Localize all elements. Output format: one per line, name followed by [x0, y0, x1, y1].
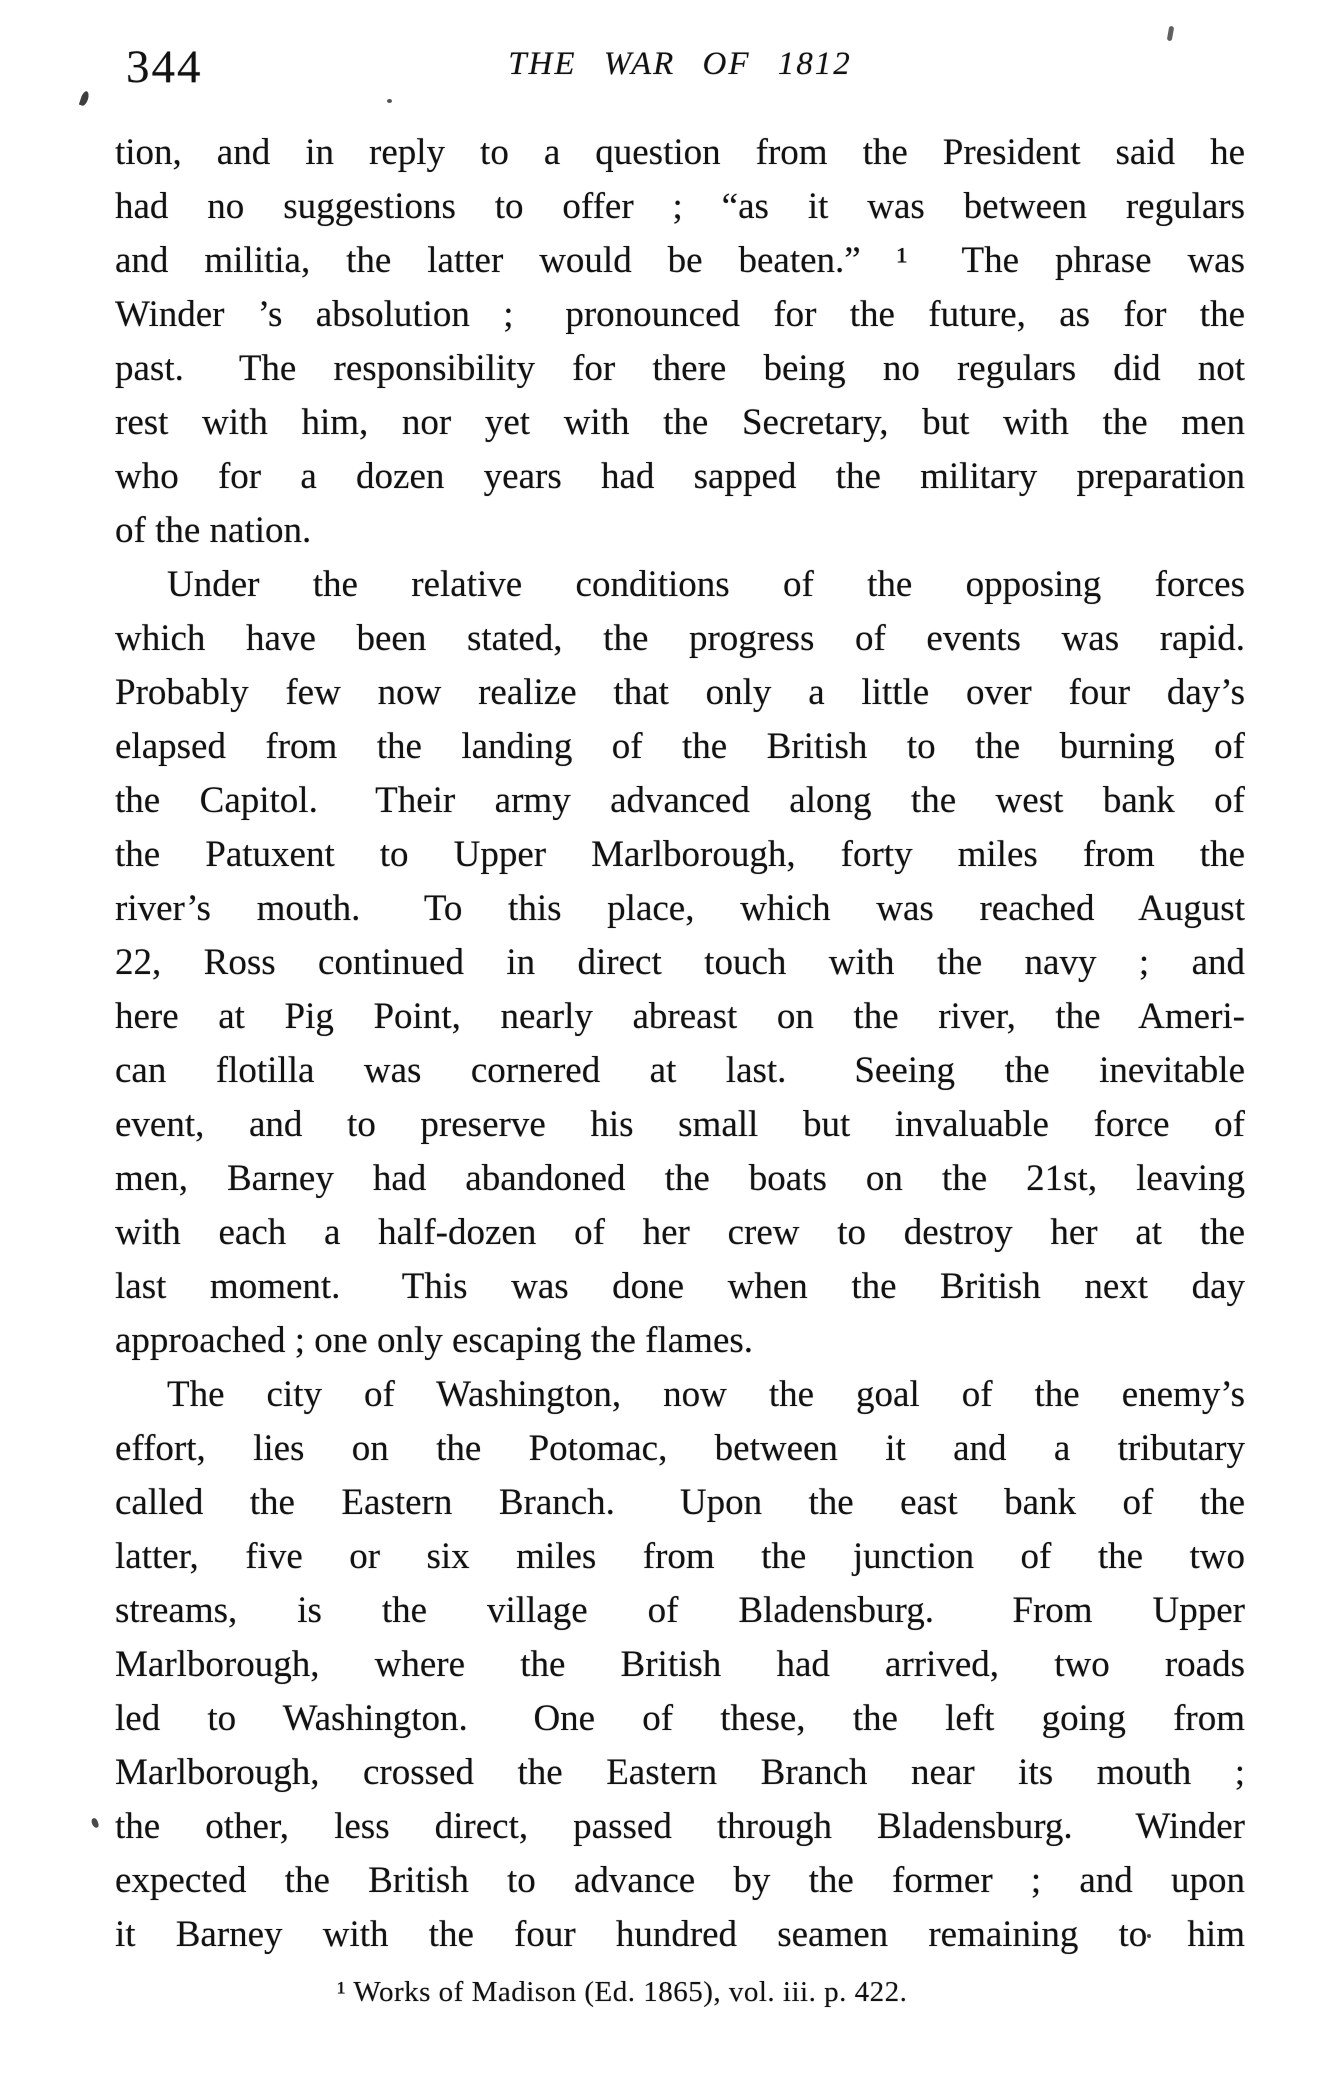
text-line: approached ; one only escaping the flames.	[115, 1320, 754, 1361]
scan-artifact	[79, 90, 90, 106]
scan-artifact	[1167, 26, 1175, 42]
text-line: elapsed from the landing of the British to the burning of	[115, 726, 1245, 767]
text-line: the other, less direct, passed through Bladensburg. Winder	[115, 1806, 1245, 1847]
text-line: 22, Ross continued in direct touch with the navy ; and	[115, 942, 1245, 983]
text-line: rest with him, nor yet with the Secretary, but with the men	[115, 402, 1245, 443]
text-line: Probably few now realize that only a little over four day’s	[115, 672, 1245, 713]
text-line: last moment. This was done when the British next day	[115, 1266, 1245, 1307]
text-line: Marlborough, where the British had arrived, two roads	[115, 1644, 1245, 1685]
paragraph	[115, 1368, 1245, 1962]
text-line: can flotilla was cornered at last. Seeing the inevitable	[115, 1050, 1245, 1091]
scan-artifact	[90, 1817, 99, 1828]
text-line: streams, is the village of Bladensburg. From Upper	[115, 1590, 1245, 1631]
text-line: which have been stated, the progress of events was rapid.	[115, 618, 1245, 659]
footnote: ¹ Works of Madison (Ed. 1865), vol. iii. p. 422.	[337, 1976, 908, 2008]
text-line: event, and to preserve his small but invaluable force of	[115, 1104, 1245, 1145]
text-line: Marlborough, crossed the Eastern Branch near its mouth ;	[115, 1752, 1245, 1793]
text-line: had no suggestions to offer ; “as it was between regulars	[115, 186, 1245, 227]
text-line: called the Eastern Branch. Upon the east bank of the	[115, 1482, 1245, 1523]
text-line: The city of Washington, now the goal of the enemy’s	[167, 1374, 1245, 1415]
text-line: river’s mouth. To this place, which was reached August	[115, 888, 1245, 929]
page-number: 344	[126, 41, 203, 93]
text-line: it Barney with the four hundred seamen remaining to him	[115, 1914, 1245, 1955]
text-line: Under the relative conditions of the opposing forces	[167, 564, 1245, 605]
text-line: the Patuxent to Upper Marlborough, forty miles from the	[115, 834, 1245, 875]
text-line: the Capitol. Their army advanced along the west bank of	[115, 780, 1245, 821]
scan-artifact	[387, 99, 392, 103]
text-line: led to Washington. One of these, the left going from	[115, 1698, 1245, 1739]
text-line: tion, and in reply to a question from the President said he	[115, 132, 1245, 173]
text-line: here at Pig Point, nearly abreast on the river, the Ameri-	[115, 996, 1245, 1037]
paragraph	[115, 126, 1245, 558]
text-line: expected the British to advance by the former ; and upon	[115, 1860, 1245, 1901]
text-line: men, Barney had abandoned the boats on the 21st, leaving	[115, 1158, 1245, 1199]
text-line: of the nation.	[115, 510, 312, 551]
running-header-title: THE WAR OF 1812	[508, 46, 852, 82]
text-line: with each a half-dozen of her crew to destroy her at the	[115, 1212, 1245, 1253]
text-line: who for a dozen years had sapped the military preparation	[115, 456, 1245, 497]
text-line: latter, five or six miles from the junction of the two	[115, 1536, 1245, 1577]
paragraph	[115, 558, 1245, 1368]
text-line: Winder ’s absolution ; pronounced for the future, as for the	[115, 294, 1245, 335]
text-line: effort, lies on the Potomac, between it and a tributary	[115, 1428, 1245, 1469]
body-text	[115, 126, 1245, 1962]
text-line: past. The responsibility for there being no regulars did not	[115, 348, 1245, 389]
text-line: and militia, the latter would be beaten.” ¹ The phrase was	[115, 240, 1245, 281]
